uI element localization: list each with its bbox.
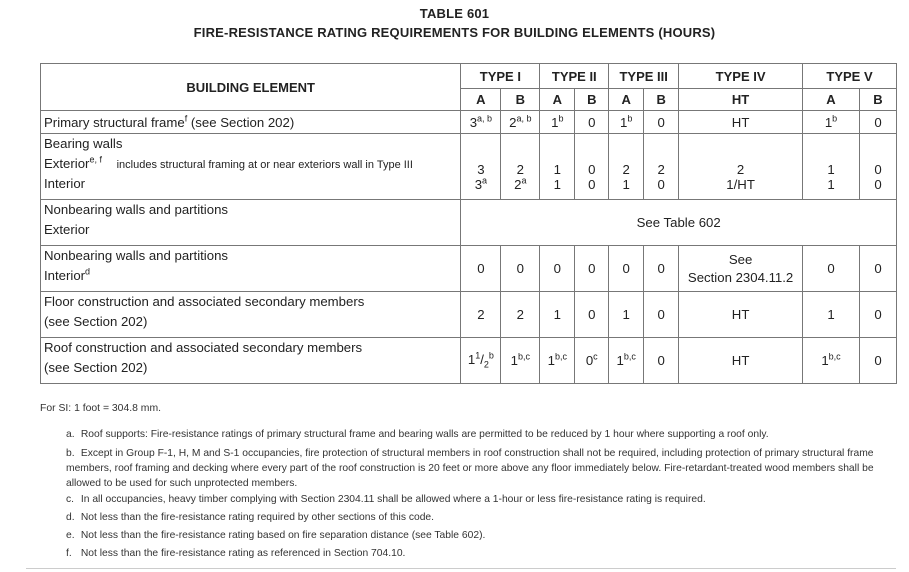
cell: 1 bbox=[803, 292, 860, 338]
header-building-element: BUILDING ELEMENT bbox=[41, 64, 461, 111]
cell: 0 bbox=[859, 111, 896, 134]
table-title: FIRE-RESISTANCE RATING REQUIREMENTS FOR BUILDING ELEMENTS (HOURS) bbox=[193, 25, 716, 40]
row-label: Nonbearing walls and partitions Exterior bbox=[41, 200, 461, 246]
si-note: For SI: 1 foot = 304.8 mm. bbox=[40, 403, 161, 414]
cell: 0 bbox=[859, 246, 896, 292]
cell: 1 1 bbox=[803, 134, 860, 200]
cell: 0 0 bbox=[859, 134, 896, 200]
cell: HT bbox=[679, 338, 803, 384]
cell: 2 bbox=[501, 292, 540, 338]
header-type-1: TYPE I bbox=[461, 64, 540, 89]
footnote-d: d. Not less than the fire-resistance rating required by other sections of this code. bbox=[66, 512, 435, 523]
sub-header-3b: B bbox=[644, 89, 679, 111]
header-type-3: TYPE III bbox=[609, 64, 679, 89]
footnote-c: c. In all occupancies, heavy timber complying with Section 2304.11 shall be allowed where a 1-hour or less fire-resistance rating is required. bbox=[66, 494, 706, 505]
cell: 0 bbox=[575, 246, 609, 292]
table-number: TABLE 601 bbox=[419, 6, 490, 21]
cell: 0 bbox=[644, 292, 679, 338]
cell: 2 1/HT bbox=[679, 134, 803, 200]
cell: 0$^c$ bbox=[575, 338, 609, 384]
cell: HT bbox=[679, 111, 803, 134]
sub-header-2a: A bbox=[540, 89, 575, 111]
cell: 0 bbox=[575, 111, 609, 134]
cell: 1 1 bbox=[540, 134, 575, 200]
cell: 0 bbox=[859, 292, 896, 338]
row-primary-structural-frame bbox=[41, 111, 897, 134]
sub-header-5a: A bbox=[803, 89, 860, 111]
cell: HT bbox=[679, 292, 803, 338]
row-nonbearing-exterior bbox=[41, 200, 897, 246]
cell: 2 1 bbox=[609, 134, 644, 200]
sub-header-5b: B bbox=[859, 89, 896, 111]
cell: 2 0 bbox=[644, 134, 679, 200]
cell: $1^1/_2^b$ bbox=[461, 338, 501, 384]
cell: 1$^{b,c}$ bbox=[803, 338, 860, 384]
cell: 0 bbox=[859, 338, 896, 384]
footnote-f: f. Not less than the fire-resistance rating as referenced in Section 704.10. bbox=[66, 548, 406, 559]
cell: 0 bbox=[644, 111, 679, 134]
sub-header-2b: B bbox=[575, 89, 609, 111]
cell: 0 bbox=[575, 292, 609, 338]
row-label: Bearing walls Exterior$^{e, f}$ includes structural framing at or near exteriors wall in Type III Interior bbox=[41, 134, 461, 200]
cell: 0 bbox=[461, 246, 501, 292]
row-roof-construction bbox=[41, 338, 897, 384]
sub-header-3a: A bbox=[609, 89, 644, 111]
cell: 1$^b$ bbox=[609, 111, 644, 134]
cell: 3$^{a, b}$ bbox=[461, 111, 501, 134]
footnote-a: a. Roof supports: Fire-resistance ratings of primary structural frame and bearing walls are permitted to be reduced by 1 hour where supporting a roof only. bbox=[66, 429, 769, 440]
footnote-b: b. Except in Group F-1, H, M and S-1 occupancies, fire protection of structural members in roof construction shall not be required, including protection of primary structural frame members, roof framing and decking where every part of the roof construction is 20 feet or more above any floor immediately below. Fire-retardant-treated wood members shall be allowed to be used for such unprotected members. bbox=[66, 448, 874, 489]
header-type-2: TYPE II bbox=[540, 64, 609, 89]
cell: 0 bbox=[501, 246, 540, 292]
row-floor-construction bbox=[41, 292, 897, 338]
row-bearing-walls bbox=[41, 134, 897, 200]
cell: 1 bbox=[609, 292, 644, 338]
sub-header-4ht: HT bbox=[679, 89, 803, 111]
cell: 3 3$^a$ bbox=[461, 134, 501, 200]
footnote-e: e. Not less than the fire-resistance rating based on fire separation distance (see Table 602). bbox=[66, 530, 486, 541]
row-label: Roof construction and associated secondary members (see Section 202) bbox=[41, 338, 461, 384]
cell: See Section 2304.11.2 bbox=[679, 246, 803, 292]
cell: 1$^{b,c}$ bbox=[609, 338, 644, 384]
cell: 1$^b$ bbox=[803, 111, 860, 134]
row-nonbearing-interior bbox=[41, 246, 897, 292]
bottom-divider bbox=[26, 568, 896, 569]
cell: 0 bbox=[644, 338, 679, 384]
cell: 0 bbox=[609, 246, 644, 292]
row-label: Nonbearing walls and partitions Interior$^d$ bbox=[41, 246, 461, 292]
cell: 0 bbox=[540, 246, 575, 292]
header-type-5: TYPE V bbox=[803, 64, 897, 89]
cell: 1$^b$ bbox=[540, 111, 575, 134]
header-type-4: TYPE IV bbox=[679, 64, 803, 89]
cell: 2$^{a, b}$ bbox=[501, 111, 540, 134]
cell: 1 bbox=[540, 292, 575, 338]
cell: 0 0 bbox=[575, 134, 609, 200]
row-label: Primary structural frame$^f$ (see Section 202) bbox=[41, 111, 461, 134]
cell: 0 bbox=[803, 246, 860, 292]
cell: 1$^{b,c}$ bbox=[501, 338, 540, 384]
row-label: Floor construction and associated secondary members (see Section 202) bbox=[41, 292, 461, 338]
cell: 2 2$^a$ bbox=[501, 134, 540, 200]
cell: 0 bbox=[644, 246, 679, 292]
cell: 2 bbox=[461, 292, 501, 338]
sub-header-1b: B bbox=[501, 89, 540, 111]
see-table-602: See Table 602 bbox=[461, 200, 897, 246]
sub-header-1a: A bbox=[461, 89, 501, 111]
cell: 1$^{b,c}$ bbox=[540, 338, 575, 384]
fire-resistance-table bbox=[40, 63, 897, 384]
